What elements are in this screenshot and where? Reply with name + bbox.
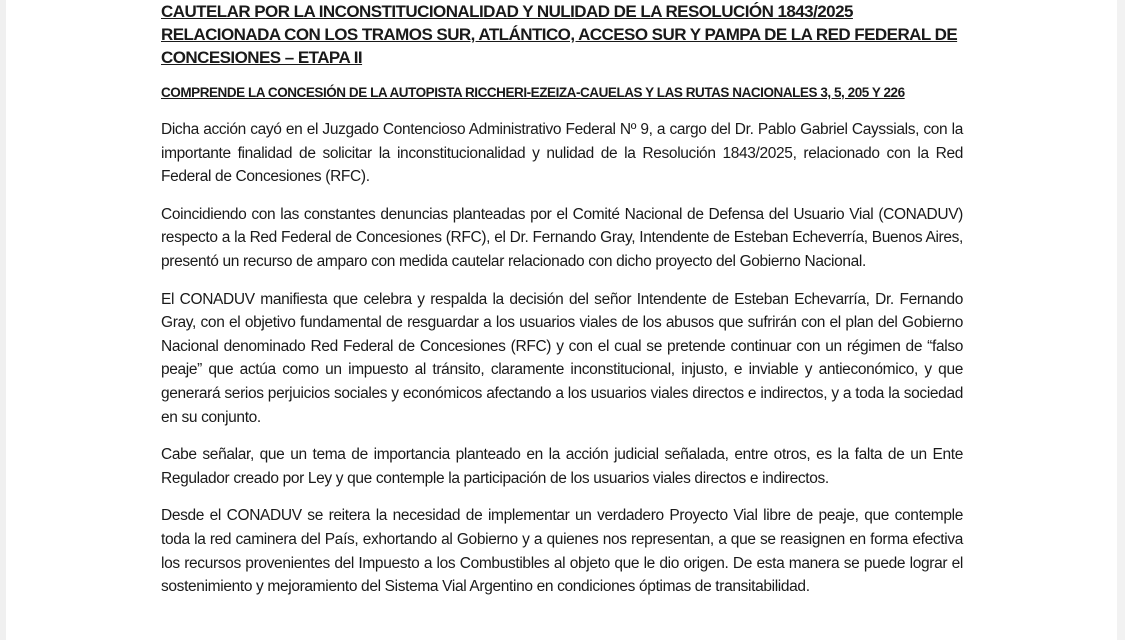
paragraph-ente-regulador: Cabe señalar, que un tema de importancia planteado en la acción judicial señalada, entre otros, es la falta de un Ente Regulador creado por Ley y que contemple la participación de los usuarios viales directos e indirectos. [161, 446, 963, 487]
paragraph-conaduv-celebra: El CONADUV manifiesta que celebra y respalda la decisión del señor Intendente de Esteban Echevarría, Dr. Fernando Gray, con el objetivo fundamental de resguardar a los usuarios viales de los abusos que sufrirán con el plan del Gobierno Nacional denominado Red Federal de Concesiones (RFC) y con el cual se pretende continuar con un régimen de “falso peaje” que actúa como un impuesto al tránsito, claramente inconstitucional, injusto, e inviable y antieconómico, y que generará serios perjuicios sociales y económicos afectando a los usuarios viales directos e indirectos, y a toda la sociedad en su conjunto. [161, 290, 963, 426]
document-title [161, 0, 963, 69]
document-page [161, 0, 963, 599]
page-edge-right [1117, 0, 1125, 640]
page-edge-left [0, 0, 6, 640]
paragraph-proyecto-vial: Desde el CONADUV se reitera la necesidad de implementar un verdadero Proyecto Vial libre de peaje, que contemple toda la red caminera del País, exhortando al Gobierno y a quienes nos representan, a que se reasignen en forma efectiva los recursos provenientes del Impuesto a los Combustibles al objeto que le dio origen. De esta manera se puede lograr el sostenimiento y mejoramiento del Sistema Vial Argentino en condiciones óptimas de transitabilidad. [161, 507, 963, 596]
paragraph-coincidiendo: Coincidiendo con las constantes denuncias planteadas por el Comité Nacional de Defensa del Usuario Vial (CONADUV) respecto a la Red Federal de Concesiones (RFC), el Dr. Fernando Gray, Intendente de Esteban Echeverría, Buenos Aires, presentó un recurso de amparo con medida cautelar relacionado con dicho proyecto del Gobierno Nacional. [161, 205, 963, 270]
paragraph-juzgado: Dicha acción cayó en el Juzgado Contencioso Administrativo Federal Nº 9, a cargo del Dr. Pablo Gabriel Cayssials, con la importante finalidad de solicitar la inconstitucionalidad y nulidad de la Resolución 1843/2025, relacionado con la Red Federal de Concesiones (RFC). [161, 121, 963, 186]
document-subtitle: COMPRENDE LA CONCESIÓN DE LA AUTOPISTA RICCHERI-EZEIZA-CAUELAS Y LAS RUTAS NACIONALES 3, 5, 205 Y 226 [161, 85, 905, 100]
document-title-text: CAUTELAR POR LA INCONSTITUCIONALIDAD Y NULIDAD DE LA RESOLUCIÓN 1843/2025 RELACIONADA CON LOS TRAMOS SUR, ATLÁNTICO, ACCESO SUR Y PAMPA DE LA RED FEDERAL DE CONCESIONES – ETAPA II [161, 2, 958, 67]
